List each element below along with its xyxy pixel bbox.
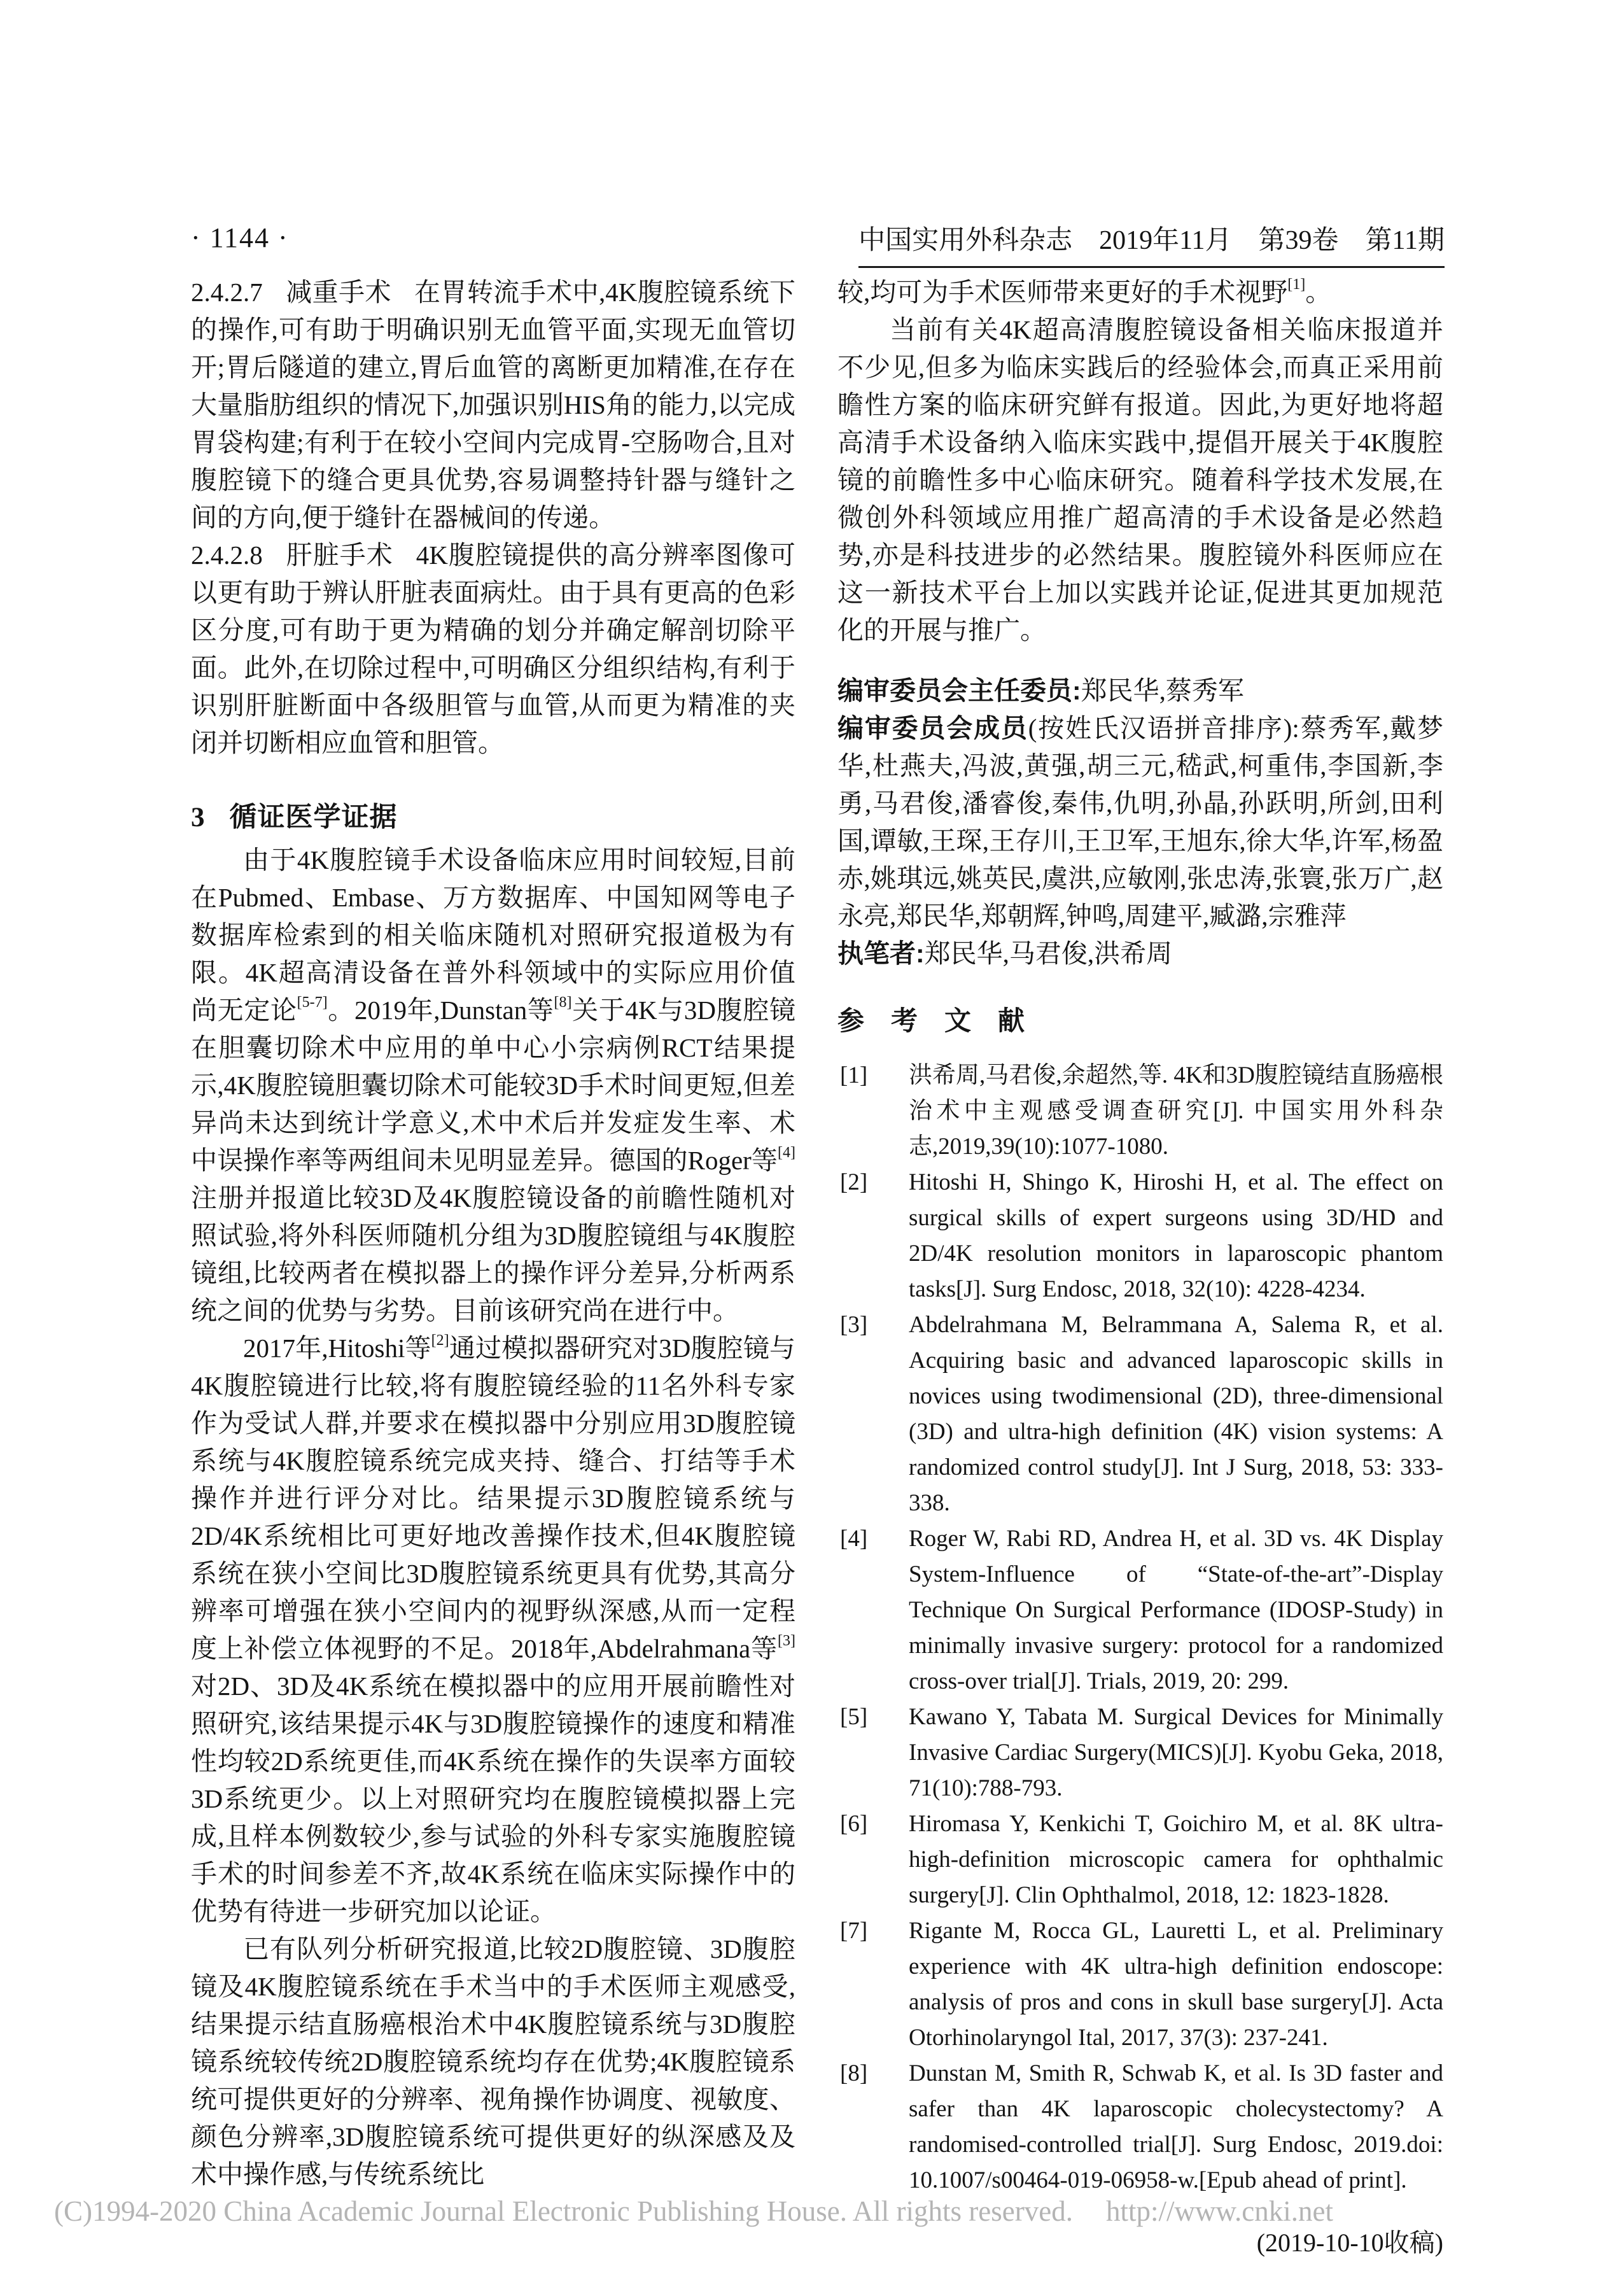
paragraph-text: 。	[1305, 278, 1332, 307]
paragraph-text: 对2D、3D及4K系统在模拟器中的应用开展前瞻性对照研究,该结果提示4K与3D腹腔镜操作的速度和精准性均较2D系统更佳,而4K系统在操作的失误率方面较3D系统更少。以上对照研究均在腹腔镜模拟器上完成,且样本例数较少,参与试验的外科专家实施腹腔镜手术的时间参差不齐,故4K系统在临床实际操作中的优势有待进一步研究加以论证。	[191, 1671, 795, 1926]
paragraph-text: 在胃转流手术中,4K腹腔镜系统下的操作,可有助于明确识别无血管平面,实现无血管切开;胃后隧道的建立,胃后血管的离断更加精准,在存在大量脂肪组织的情况下,加强识别HIS角的能力,以完成胃袋构建;有利于在较小空间内完成胃-空肠吻合,且对腹腔镜下的缝合更具优势,容易调整持针器与缝针之间的方向,便于缝针在器械间的传递。	[191, 278, 796, 532]
reference-number: [7]	[840, 1918, 868, 1944]
references-list	[837, 1058, 1443, 2198]
paragraph-evidence-1	[191, 841, 795, 1330]
paragraph-text: 当前有关4K超高清腹腔镜设备相关临床报道并不少见,但多为临床实践后的经验体会,而真正采用前瞻性方案的临床研究鲜有报道。因此,为更好地将超高清手术设备纳入临床实践中,提倡开展关于4K腹腔镜的前瞻性多中心临床研究。随着科学技术发展,在微创外科领域应用推广超高清的手术设备是必然趋势,亦是科技进步的必然结果。腹腔镜外科医师应在这一新技术平台上加以实践并论证,促进其更加规范化的开展与推广。	[837, 315, 1443, 645]
reference-number: [1]	[840, 1062, 868, 1088]
receipt-date: (2019-10-10收稿)	[1256, 2228, 1443, 2257]
reference-number: [5]	[840, 1704, 868, 1730]
committee-members-note: (按姓氏汉语拼音排序):	[1028, 714, 1299, 743]
reference-item	[837, 2056, 1443, 2198]
paragraph-label: 2.4.2.7	[191, 278, 263, 307]
reference-item	[837, 1913, 1443, 2056]
cnki-url: http://www.cnki.net	[1105, 2195, 1333, 2227]
paragraph-text: 关于4K与3D腹腔镜在胆囊切除术中应用的单中心小宗病例RCT结果提示,4K腹腔镜胆囊切除术可能较3D手术时间更短,但差异尚未达到统计学意义,术中术后并发症发生率、术中误操作率等两组间未见明显差异。德国的Roger等	[191, 995, 796, 1175]
paragraph-text: 4K腹腔镜提供的高分辨率图像可以更有助于辨认肝脏表面病灶。由于具有更高的色彩区分度,可有助于更为精确的划分并确定解剖切除平面。此外,在切除过程中,可明确区分组织结构,有利于识别肝脏断面中各级胆管与血管,从而更为精准的夹闭并切断相应血管和胆管。	[191, 540, 796, 757]
paragraph-title: 减重手术	[285, 278, 391, 307]
paragraph-text: 由于4K腹腔镜手术设备临床应用时间较短,目前在Pubmed、Embase、万方数据库、中国知网等电子数据库检索到的相关临床随机对照研究报道极为有限。4K超高清设备在普外科领域中的实际应用价值尚无定论	[191, 845, 795, 1025]
writers-names: 郑民华,马君俊,洪希周	[924, 939, 1173, 968]
paragraph-text: 通过模拟器研究对3D腹腔镜与4K腹腔镜进行比较,将有腹腔镜经验的11名外科专家作为受试人群,并要求在模拟器中分别应用3D腹腔镜系统与4K腹腔镜系统完成夹持、缝合、打结等手术操作并进行评分对比。结果提示3D腹腔镜系统与2D/4K系统相比可更好地改善操作技术,但4K腹腔镜系统在狭小空间比3D腹腔镜系统更具有优势,其高分辨率可增强在狭小空间内的视野纵深感,从而一定程度上补偿立体视野的不足。2018年,Abdelrahmana等	[191, 1333, 795, 1663]
left-column	[191, 274, 795, 2193]
citation-superscript: [4]	[778, 1144, 795, 1162]
reference-text: Dunstan M, Smith R, Schwab K, et al. Is 3D faster and safer than 4K laparoscopic cholecystectomy? A randomised-controlled trial[J]. Surg Endosc, 2019.doi: 10.1007/s00464-019-06958-w.[Epub ahead of print].	[909, 2060, 1443, 2193]
page-number: · 1144 ·	[191, 222, 289, 253]
citation-superscript: [5-7]	[297, 994, 328, 1011]
paragraph-text: 。2019年,Dunstan等	[327, 995, 554, 1025]
paragraph-text: 已有队列分析研究报道,比较2D腹腔镜、3D腹腔镜及4K腹腔镜系统在手术当中的手术医师主观感受,结果提示结直肠癌根治术中4K腹腔镜系统与3D腹腔镜系统较传统2D腹腔镜系统均存在优势;4K腹腔镜系统可提供更好的分辨率、视角操作协调度、视敏度、颜色分辨率,3D腹腔镜系统可提供更好的纵深感及及术中操作感,与传统系统比	[191, 1934, 795, 2189]
paragraph-text: 2017年,Hitoshi等	[243, 1333, 431, 1363]
reference-text: Roger W, Rabi RD, Andrea H, et al. 3D vs. 4K Display System-Influence of “State-of-the-art”-Display Technique On Surgical Performance (IDOSP-Study) in minimally invasive surgery: protocol for a randomized cross-over trial[J]. Trials, 2019, 20: 299.	[909, 1526, 1443, 1694]
reference-item	[837, 1521, 1443, 1699]
paragraph-label: 2.4.2.8	[191, 540, 263, 570]
reference-number: [6]	[840, 1811, 868, 1837]
reference-text: Hitoshi H, Shingo K, Hiroshi H, et al. The effect on surgical skills of expert surgeons using 3D/HD and 2D/4K resolution monitors in laparoscopic phantom tasks[J]. Surg Endosc, 2018, 32(10): 4228-4234.	[909, 1169, 1443, 1302]
reference-item	[837, 1165, 1443, 1307]
committee-members-label: 编审委员会成员	[837, 714, 1028, 743]
citation-superscript: [1]	[1287, 276, 1306, 293]
paragraph-text: 注册并报道比较3D及4K腹腔镜设备的前瞻性随机对照试验,将外科医师随机分组为3D腹腔镜组与4K腹腔镜组,比较两者在模拟器上的操作评分差异,分析两系统之间的优势与劣势。目前该研究尚在进行中。	[191, 1183, 795, 1325]
journal-title-header: 中国实用外科杂志 2019年11月 第39卷 第11期	[858, 219, 1445, 268]
paragraph-evidence-2	[191, 1330, 795, 1930]
committee-members-names: 蔡秀军,戴梦华,杜燕夫,冯波,黄强,胡三元,嵇武,柯重伟,李国新,李勇,马君俊,潘睿俊,秦伟,仇明,孙晶,孙跃明,所剑,田利国,谭敏,王琛,王存川,王卫军,王旭东,徐大华,许军,杨盈赤,姚琪远,姚英民,虞洪,应敏刚,张忠涛,张寰,张万广,赵永亮,郑民华,郑朝辉,钟鸣,周建平,臧潞,宗雅萍	[837, 714, 1443, 931]
committee-members-line	[837, 710, 1443, 935]
section-heading-evidence	[191, 799, 795, 836]
paragraph-text: 较,均可为手术医师带来更好的手术视野	[837, 278, 1288, 307]
reference-number: [8]	[840, 2060, 868, 2086]
paragraph-outlook	[837, 311, 1443, 649]
citation-superscript: [8]	[554, 994, 572, 1011]
copyright-text: (C)1994-2020 China Academic Journal Electronic Publishing House. All rights reserved.	[54, 2195, 1073, 2227]
reference-text: Hiromasa Y, Kenkichi T, Goichiro M, et al. 8K ultra-high-definition microscopic camera for ophthalmic surgery[J]. Clin Ophthalmol, 2018, 12: 1823-1828.	[909, 1811, 1443, 1908]
section-title: 循证医学证据	[229, 802, 398, 833]
reference-text: Rigante M, Rocca GL, Lauretti L, et al. Preliminary experience with 4K ultra-high definition endoscope: analysis of pros and cons in skull base surgery[J]. Acta Otorhinolaryngol Ital, 2017, 37(3): 237-241.	[909, 1918, 1443, 2051]
reference-text: Abdelrahmana M, Belrammana A, Salema R, et al. Acquiring basic and advanced laparoscopic skills in novices using twodimensional (2D), three-dimensional (3D) and ultra-high definition (4K) vision systems: A randomized control study[J]. Int J Surg, 2018, 53: 333-338.	[909, 1312, 1443, 1516]
editorial-committee-block	[837, 672, 1443, 973]
reference-number: [3]	[840, 1312, 868, 1338]
paragraph-evidence-3	[191, 1930, 795, 2193]
paragraph-2-4-2-8	[191, 537, 795, 762]
right-column	[837, 274, 1443, 2278]
committee-chair-names: 郑民华,蔡秀军	[1081, 676, 1244, 705]
paragraph-title: 肝脏手术	[285, 540, 393, 570]
reference-item	[837, 1307, 1443, 1521]
writers-label: 执笔者:	[837, 939, 925, 968]
committee-chair-line	[837, 672, 1443, 710]
committee-chair-label: 编审委员会主任委员:	[837, 676, 1081, 705]
citation-superscript: [2]	[431, 1332, 449, 1349]
writers-line	[837, 935, 1443, 973]
reference-text: 洪希周,马君俊,余超然,等. 4K和3D腹腔镜结直肠癌根治术中主观感受调查研究[J]. 中国实用外科杂志,2019,39(10):1077-1080.	[909, 1062, 1443, 1160]
footer	[54, 2195, 1333, 2228]
reference-number: [4]	[840, 1526, 868, 1552]
section-number: 3	[191, 803, 206, 833]
citation-superscript: [3]	[778, 1633, 795, 1650]
paragraph-2-4-2-7	[191, 274, 795, 537]
reference-text: Kawano Y, Tabata M. Surgical Devices for Minimally Invasive Cardiac Surgery(MICS)[J]. Kyobu Geka, 2018, 71(10):788-793.	[909, 1704, 1443, 1801]
reference-item	[837, 1058, 1443, 1165]
reference-number: [2]	[840, 1169, 868, 1195]
reference-item	[837, 1806, 1443, 1913]
references-heading: 参 考 文 献	[837, 1006, 1025, 1036]
paragraph-continuation	[837, 274, 1443, 311]
reference-item	[837, 1699, 1443, 1806]
